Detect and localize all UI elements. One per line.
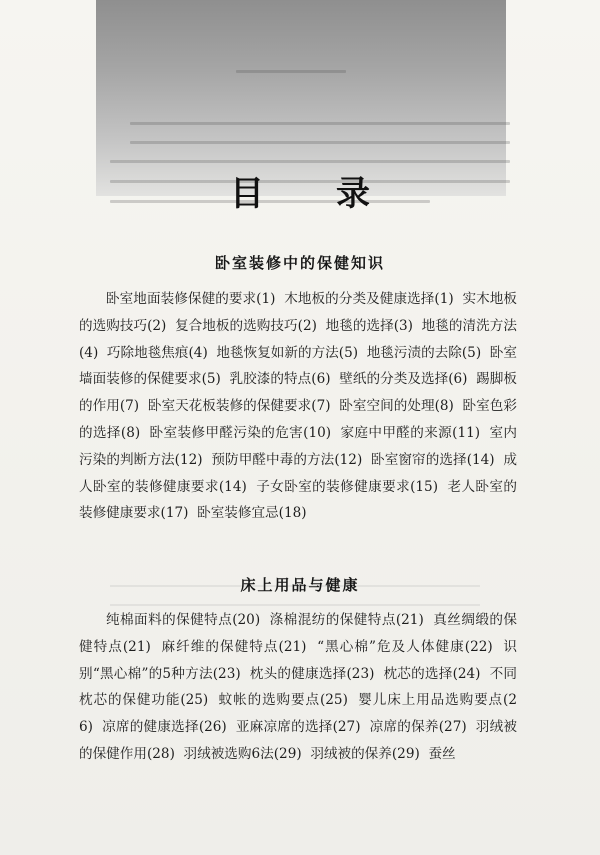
- toc-entry[interactable]: 蚊帐的选购要点(25): [218, 692, 348, 709]
- toc-entry[interactable]: 子女卧室的装修健康要求(15): [256, 478, 439, 495]
- toc-entry[interactable]: 羽绒被的保健作用(28): [79, 719, 518, 762]
- toc-entry[interactable]: 蚕丝: [428, 745, 456, 762]
- toc-entry[interactable]: 预防甲醛中毒的方法(12): [211, 451, 363, 468]
- toc-entry[interactable]: 室内污染的判断方法(12): [79, 424, 517, 468]
- toc-entry[interactable]: 亚麻凉席的选择(27): [235, 719, 361, 736]
- toc-entry[interactable]: 识别“黑心棉”的5种方法(23): [79, 638, 517, 682]
- toc-entry[interactable]: 枕头的健康选择(23): [249, 665, 375, 682]
- toc-entry[interactable]: 卧室天花板装修的保健要求(7): [147, 398, 331, 415]
- show-through-line: [236, 70, 346, 73]
- toc-entry[interactable]: 羽绒被的保养(29): [310, 745, 420, 762]
- toc-entry[interactable]: “黑心棉”危及人体健康(22): [317, 638, 493, 655]
- page-title-char: 目: [230, 174, 264, 214]
- toc-entry[interactable]: 卧室装修宜忌(18): [197, 505, 307, 522]
- toc-entry[interactable]: 凉席的保养(27): [369, 719, 467, 736]
- toc-entry[interactable]: 凉席的健康选择(26): [102, 719, 227, 736]
- toc-entry[interactable]: 地毯恢复如新的方法(5): [216, 344, 359, 361]
- toc-entry[interactable]: 乳胶漆的特点(6): [229, 371, 331, 388]
- toc-entry[interactable]: 婴儿床上用品选购要点(26): [79, 692, 517, 736]
- toc-entry[interactable]: 成人卧室的装修健康要求(14): [79, 451, 517, 495]
- toc-entry[interactable]: 卧室装修甲醛污染的危害(10): [149, 424, 332, 441]
- toc-entry[interactable]: 家庭中甲醛的来源(11): [340, 424, 481, 441]
- show-through-line: [110, 160, 510, 163]
- toc-entry[interactable]: 涤棉混纺的保健特点(21): [269, 612, 424, 628]
- show-through-line: [130, 122, 510, 125]
- toc-entry[interactable]: 麻纤维的保健特点(21): [161, 638, 307, 655]
- toc-entry[interactable]: 枕芯的选择(24): [383, 665, 481, 682]
- toc-entry[interactable]: 不同枕芯的保健功能(25): [79, 665, 517, 709]
- toc-entry[interactable]: 羽绒被选购6法(29): [183, 745, 302, 762]
- show-through-line: [130, 141, 510, 144]
- toc-entry-list: [79, 286, 517, 527]
- page-title-char: 录: [336, 174, 370, 214]
- show-through-line: [110, 604, 480, 606]
- toc-entry[interactable]: 地毯的选择(3): [325, 317, 413, 334]
- toc-entry[interactable]: 老人卧室的装修健康要求(17): [79, 478, 517, 522]
- toc-entry[interactable]: 卧室墙面装修的保健要求(5): [79, 344, 517, 388]
- toc-entry[interactable]: 卧室地面装修保健的要求(1): [106, 291, 276, 307]
- toc-entry[interactable]: 纯棉面料的保健特点(20): [106, 612, 261, 628]
- toc-entry[interactable]: 地毯污渍的去除(5): [366, 344, 482, 361]
- toc-entry-list: [79, 607, 517, 768]
- toc-entry[interactable]: 壁纸的分类及选择(6): [339, 371, 468, 388]
- toc-entry[interactable]: 真丝绸缎的保健特点(21): [79, 612, 517, 655]
- section-heading: 床上用品与健康: [240, 576, 360, 594]
- section-heading: 卧室装修中的保健知识: [214, 254, 385, 272]
- toc-entry[interactable]: 巧除地毯焦痕(4): [106, 344, 208, 361]
- toc-entry[interactable]: 实木地板的选购技巧(2): [79, 291, 517, 334]
- toc-entry[interactable]: 木地板的分类及健康选择(1): [284, 291, 454, 307]
- toc-entry[interactable]: 卧室空间的处理(8): [339, 398, 454, 415]
- toc-entry[interactable]: 地毯的清洗方法(4): [79, 317, 517, 361]
- toc-entry[interactable]: 卧室窗帘的选择(14): [371, 451, 495, 468]
- page-title: [230, 166, 370, 215]
- toc-entry[interactable]: 复合地板的选购技巧(2): [175, 317, 317, 334]
- toc-entry[interactable]: 卧室色彩的选择(8): [79, 398, 517, 441]
- toc-entry[interactable]: 踢脚板的作用(7): [79, 371, 517, 415]
